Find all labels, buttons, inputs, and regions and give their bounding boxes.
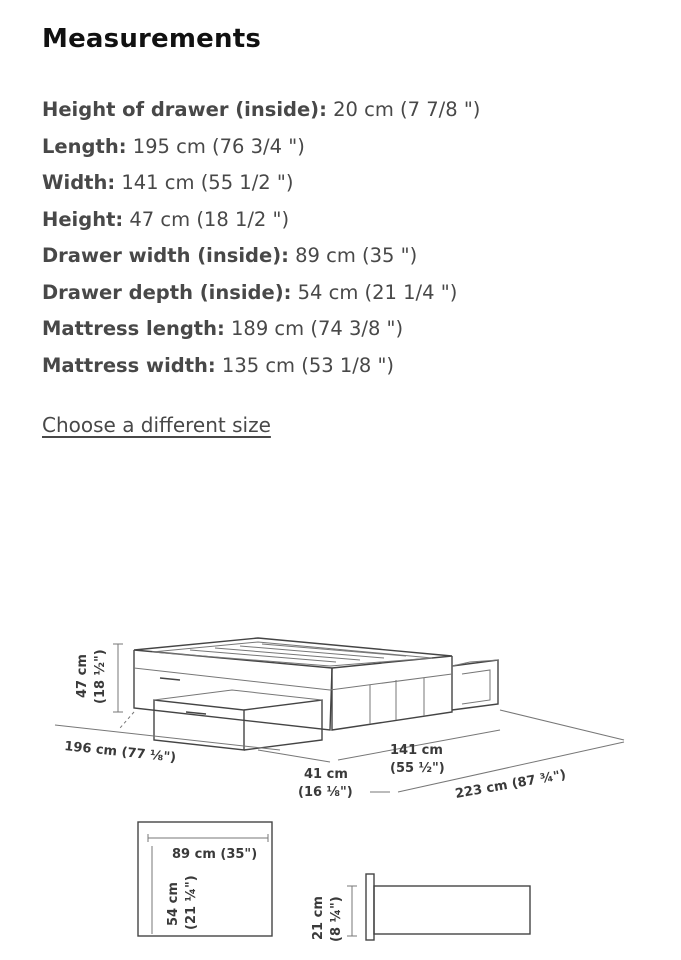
measurement-value: 20 cm (7 7/8 ")	[326, 98, 481, 121]
measurement-label: Drawer depth (inside):	[42, 280, 292, 304]
measurement-row-drawer-depth	[42, 275, 662, 312]
measurements-list	[42, 92, 662, 384]
drawer-ext-cm-label: 41 cm	[304, 767, 348, 782]
total-length-label: 223 cm (87 ¾")	[454, 767, 568, 802]
measurement-row-height	[42, 202, 662, 239]
drawer-extension-dimension	[258, 750, 390, 800]
height-cm-label: 47 cm	[75, 654, 90, 698]
width-in-label: (55 ½")	[390, 761, 445, 776]
drawer-width-label: 89 cm (35")	[172, 847, 258, 862]
measurement-label: Mattress length:	[42, 317, 225, 340]
drawer-ext-in-label: (16 ⅛")	[298, 785, 353, 800]
height-dimension	[75, 644, 123, 712]
measurement-row-mattress-length	[42, 311, 662, 348]
drawer-depth-cm-label: 54 cm	[166, 882, 181, 926]
choose-size-link[interactable]: Choose a different size	[42, 413, 271, 437]
drawer-plan-view	[138, 822, 272, 936]
measurement-label: Mattress width:	[42, 353, 216, 377]
drawer-height-cm-label: 21 cm	[311, 896, 326, 940]
length-label: 196 cm (77 ⅛")	[63, 739, 177, 766]
bed-illustration	[134, 638, 498, 750]
height-in-label: (18 ½")	[93, 649, 108, 704]
dimension-diagram	[0, 600, 681, 960]
measurement-value: 189 cm (74 3/8 ")	[224, 317, 404, 340]
measurement-row-length	[42, 129, 662, 166]
measurement-row-mattress-width	[42, 348, 662, 385]
bed-diagram-svg	[0, 600, 681, 960]
drawer-side-view	[311, 874, 530, 942]
drawer-depth-in-label: (21 ¼")	[184, 875, 199, 930]
measurement-label: Height of drawer (inside):	[42, 98, 327, 121]
measurement-value: 141 cm (55 1/2 ")	[115, 171, 294, 194]
width-cm-label: 141 cm	[390, 743, 443, 758]
measurement-value: 89 cm (35 ")	[288, 244, 418, 267]
page-title: Measurements	[42, 24, 262, 54]
measurement-row-width	[42, 165, 662, 202]
measurement-label: Width:	[42, 171, 116, 194]
measurement-value: 54 cm (21 1/4 ")	[291, 280, 458, 304]
measurement-row-drawer-width	[42, 238, 662, 275]
measurement-label: Length:	[42, 134, 127, 158]
measurement-label: Drawer width (inside):	[42, 244, 289, 267]
measurement-row-drawer-height	[42, 92, 662, 129]
measurement-value: 195 cm (76 3/4 ")	[126, 134, 305, 158]
measurement-label: Height:	[42, 207, 124, 231]
measurement-value: 47 cm (18 1/2 ")	[123, 207, 290, 231]
width-dimension	[338, 730, 500, 776]
drawer-height-in-label: (8 ¼")	[329, 896, 344, 942]
measurement-value: 135 cm (53 1/8 ")	[215, 353, 395, 377]
